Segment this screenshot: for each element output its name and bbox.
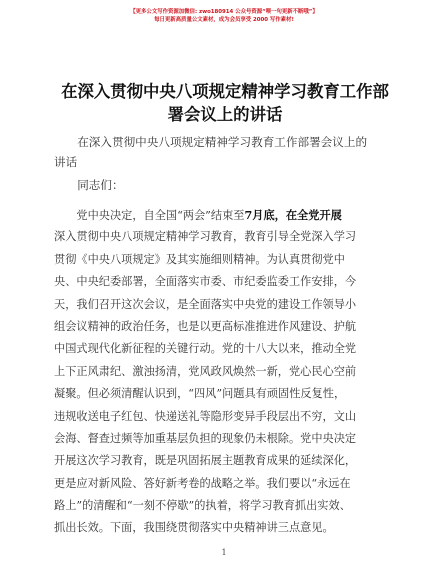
body-line: [54, 450, 398, 472]
document-title-line-2: 署会议上的讲话: [167, 105, 283, 124]
body-line-text: 更是应对新风险、答好新考卷的战略之举。我们要以“永远在: [54, 476, 351, 490]
document-subtitle-line-1: 在深入贯彻中央八项规定精神学习教育工作部署会议上的: [77, 135, 368, 149]
body-line: [54, 383, 398, 405]
document-subtitle-line-2: 讲话: [54, 155, 78, 169]
body-line-emphasis: 7月底，在全党开展: [244, 208, 342, 222]
body-line: [54, 271, 398, 293]
body-line-text: 中国式现代化新征程的关键行动。党的十八大以来，推动全党: [54, 342, 357, 356]
body-line-text: 上下正风肃纪、激浊扬清，党风政风焕然一新，党心民心空前: [54, 364, 357, 378]
promo-banner-line-2: 每日更新高质量公文素材，成为会员享受 2000 写作素材!: [154, 17, 294, 24]
body-line: [54, 338, 398, 360]
document-title-line-1: 在深入贯彻中央八项规定精神学习教育工作部: [61, 82, 389, 101]
promo-banner-line-1: 【更多公文写作资源加微信: zwo180914 公众号资源“喂一句更新不断哦”】: [130, 9, 318, 15]
body-line: [54, 316, 398, 338]
body-line-text: 违规收送电子红包、快递送礼等隐形变异手段层出不穷，文山: [54, 409, 357, 423]
body-line: [54, 517, 398, 539]
promo-banner: [108, 8, 340, 25]
body-line-text: 贯彻《中央八项规定》及其实施细则精神。为认真贯彻党中: [54, 252, 345, 266]
body-line-text: 会海、督查过频等加重基层负担的现象仍未根除。党中央决定: [54, 431, 357, 445]
body-line-text: 党中央决定，自全国“两会”结束至: [76, 209, 245, 222]
body-line: [54, 361, 398, 383]
document-title: [52, 80, 398, 126]
page-number: 1: [221, 548, 227, 557]
body-line: [54, 428, 398, 450]
body-line: [54, 226, 398, 248]
salutation: 同志们：: [77, 178, 124, 192]
body-line-text: 天，我们召开这次会议，是全面落实中央党的建设工作领导小: [54, 297, 357, 311]
body-line-text: 路上”的清醒和“一刻不停歇”的执着，将学习教育抓出实效、: [54, 499, 351, 513]
body-line-text: 深入贯彻中央八项规定精神学习教育，教育引导全党深入学习: [54, 230, 357, 244]
body-line-text: 抓出长效。下面，我围绕贯彻落实中央精神讲三点意见。: [54, 521, 334, 535]
body-line-text: 组会议精神的政治任务，也是以更高标准推进作风建设、护航: [54, 319, 357, 333]
body-line-text: 凝聚。但必须清醒认识到，“四风”问题具有顽固性反复性，: [54, 387, 346, 401]
body-line: [54, 495, 398, 517]
body-line-text: 开展这次学习教育，既是巩固拓展主题教育成果的延续深化，: [54, 454, 357, 468]
document-subtitle: [54, 132, 394, 172]
body-line: [54, 204, 398, 226]
body-line: [54, 249, 398, 271]
body-line-text: 央、中央纪委部署，全面落实市委、市纪委监委工作安排，今: [54, 275, 357, 289]
body-line: [54, 294, 398, 316]
body-paragraph: [54, 204, 398, 540]
body-line: [54, 473, 398, 495]
body-line: [54, 406, 398, 428]
